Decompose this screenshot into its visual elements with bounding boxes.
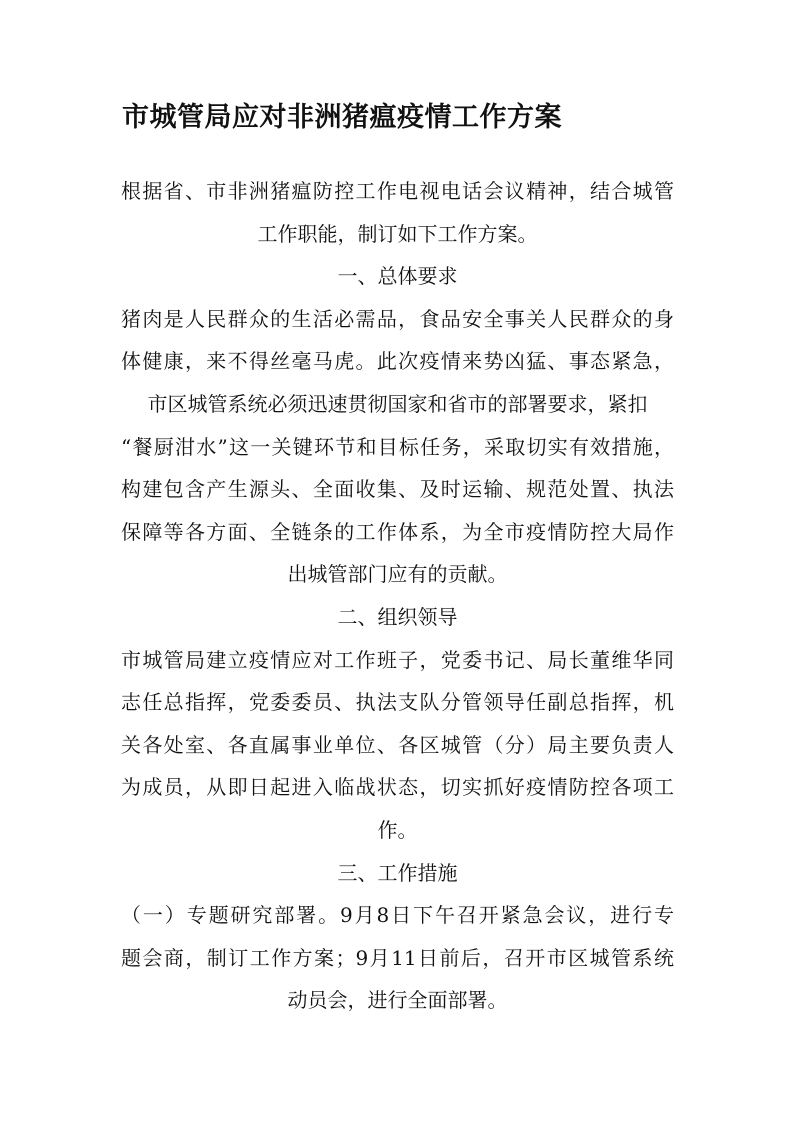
paragraph-line: （一）专题研究部署。9月8日下午召开紧急会议，进行专 (121, 903, 674, 928)
paragraph-line: 市城管局建立疫情应对工作班子，党委书记、局长董维华同 (121, 647, 674, 672)
paragraph-line: 体健康，来不得丝毫马虎。此次疫情来势凶猛、事态紧急， (121, 349, 674, 374)
paragraph-line: 市区城管系统必须迅速贯彻国家和省市的部署要求，紧扣 (147, 391, 648, 416)
section-heading-overall-requirements: 一、总体要求 (337, 264, 458, 289)
paragraph-line: 猪肉是人民群众的生活必需品，食品安全事关人民群众的身 (121, 306, 674, 331)
paragraph-line: 根据省、市非洲猪瘟防控工作电视电话会议精神，结合城管 (121, 179, 674, 203)
paragraph-line: 出城管部门应有的贡献。 (287, 562, 508, 587)
section-overall-requirements-paragraph (121, 298, 674, 596)
paragraph-line: “餐厨泔水”这一关键环节和目标任务，采取切实有效措施， (121, 434, 674, 459)
paragraph-line: 保障等各方面、全链条的工作体系，为全市疫情防控大局作 (121, 519, 674, 544)
paragraph-line: 志任总指挥，党委委员、执法支队分管领导任副总指挥，机 (121, 690, 674, 715)
paragraph-line: 为成员，从即日起进入临战状态，切实抓好疫情防控各项工 (121, 775, 674, 800)
section-heading-organization-leadership: 二、组织领导 (337, 604, 458, 629)
paragraph-line: 关各处室、各直属事业单位、各区城管（分）局主要负责人 (121, 732, 674, 757)
section-heading-work-measures: 三、工作措施 (337, 860, 458, 885)
section-organization-leadership-paragraph (121, 639, 674, 852)
document-body (121, 170, 674, 1022)
paragraph-line: 工作职能，制订如下工作方案。 (257, 221, 538, 246)
paragraph-line: 作。 (377, 817, 418, 842)
intro-paragraph (121, 170, 674, 255)
section-work-measures-paragraph (121, 894, 674, 1022)
document-title: 市城管局应对非洲猪瘟疫情工作方案 (122, 102, 562, 133)
paragraph-line: 构建包含产生源头、全面收集、及时运输、规范处置、执法 (121, 477, 674, 502)
paragraph-line: 题会商，制订工作方案；9月11日前后，召开市区城管系统 (121, 945, 674, 970)
paragraph-line: 动员会，进行全面部署。 (287, 988, 508, 1013)
